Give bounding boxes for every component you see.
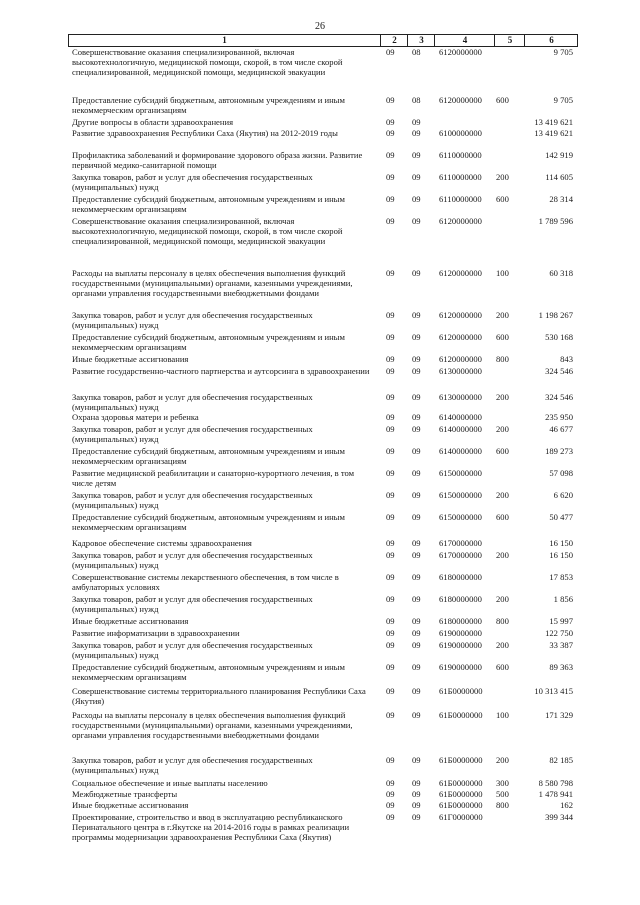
- row-description: Развитие медицинской реабилитации и санаторно-курортного лечения, в том числе детям: [72, 468, 355, 488]
- row-subsection: 09: [412, 366, 421, 376]
- row-description: Закупка товаров, работ и услуг для обеспечения государственных (муниципальных) нужд: [72, 310, 313, 330]
- row-target-code: 6150000000: [439, 512, 482, 522]
- row-amount: 8 580 798: [538, 778, 573, 788]
- row-amount: 46 677: [549, 424, 573, 434]
- row-subsection: 09: [412, 150, 421, 160]
- row-subsection: 09: [412, 538, 421, 548]
- row-amount: 1 198 267: [538, 310, 573, 320]
- row-target-code: 6130000000: [439, 392, 482, 402]
- row-amount: 13 419 621: [534, 128, 573, 138]
- row-description: Развитие здравоохранения Республики Саха (Якутия) на 2012-2019 годы: [72, 128, 338, 138]
- row-section: 09: [386, 800, 395, 810]
- row-target-code: 6120000000: [439, 95, 482, 105]
- row-section: 09: [386, 550, 395, 560]
- row-target-code: 6190000000: [439, 662, 482, 672]
- header-col-3: 3: [407, 35, 435, 46]
- row-target-code: 6120000000: [439, 47, 482, 57]
- row-target-code: 61Б0000000: [439, 710, 483, 720]
- row-description: Развитие информатизации в здравоохранении: [72, 628, 240, 638]
- page-number: 26: [315, 21, 325, 32]
- row-subsection: 09: [412, 332, 421, 342]
- row-subsection: 09: [412, 354, 421, 364]
- row-description: Закупка товаров, работ и услуг для обеспечения государственных (муниципальных) нужд: [72, 550, 313, 570]
- row-section: 09: [386, 366, 395, 376]
- row-amount: 16 150: [549, 538, 573, 548]
- row-subsection: 09: [412, 268, 421, 278]
- row-expense-type: 200: [496, 550, 509, 560]
- row-description: Другие вопросы в области здравоохранения: [72, 117, 234, 127]
- row-amount: 82 185: [549, 755, 573, 765]
- row-section: 09: [386, 446, 395, 456]
- row-amount: 171 329: [545, 710, 573, 720]
- row-target-code: 61Б0000000: [439, 686, 483, 696]
- row-subsection: 08: [412, 95, 421, 105]
- row-subsection: 09: [412, 812, 421, 822]
- row-amount: 16 150: [549, 550, 573, 560]
- row-expense-type: 200: [496, 490, 509, 500]
- row-section: 09: [386, 538, 395, 548]
- row-amount: 142 919: [545, 150, 573, 160]
- row-description: Кадровое обеспечение системы здравоохранения: [72, 538, 252, 548]
- row-section: 09: [386, 392, 395, 402]
- row-target-code: 61Б0000000: [439, 789, 483, 799]
- row-description: Предоставление субсидий бюджетным, автономным учреждениям и иным некоммерческим организациям: [72, 512, 345, 532]
- row-description: Закупка товаров, работ и услуг для обеспечения государственных (муниципальных) нужд: [72, 755, 313, 775]
- row-description: Иные бюджетные ассигнования: [72, 354, 189, 364]
- row-amount: 15 997: [549, 616, 573, 626]
- row-section: 09: [386, 640, 395, 650]
- row-amount: 28 314: [549, 194, 573, 204]
- row-subsection: 09: [412, 468, 421, 478]
- row-section: 09: [386, 128, 395, 138]
- row-amount: 122 750: [545, 628, 573, 638]
- row-expense-type: 100: [496, 268, 509, 278]
- row-target-code: 61Б0000000: [439, 778, 483, 788]
- row-expense-type: 200: [496, 424, 509, 434]
- header-col-4: 4: [434, 35, 495, 46]
- row-description: Иные бюджетные ассигнования: [72, 800, 189, 810]
- row-section: 09: [386, 424, 395, 434]
- row-amount: 1 856: [553, 594, 573, 604]
- row-subsection: 09: [412, 117, 421, 127]
- row-expense-type: 600: [496, 662, 509, 672]
- row-subsection: 09: [412, 194, 421, 204]
- row-target-code: 6110000000: [439, 150, 482, 160]
- row-section: 09: [386, 332, 395, 342]
- row-expense-type: 300: [496, 778, 509, 788]
- row-section: 09: [386, 662, 395, 672]
- row-target-code: 6170000000: [439, 550, 482, 560]
- row-section: 09: [386, 686, 395, 696]
- row-expense-type: 200: [496, 755, 509, 765]
- row-amount: 189 273: [545, 446, 573, 456]
- row-amount: 114 605: [545, 172, 573, 182]
- row-subsection: 09: [412, 512, 421, 522]
- row-target-code: 6180000000: [439, 594, 482, 604]
- row-expense-type: 600: [496, 332, 509, 342]
- row-subsection: 09: [412, 216, 421, 226]
- row-subsection: 09: [412, 550, 421, 560]
- row-expense-type: 200: [496, 640, 509, 650]
- row-description: Совершенствование оказания специализированной, включая высокотехнологичную, медицинской помощи, скорой, в том числе скорой специализированной, медицинской помощи, медицинской эвакуации: [72, 47, 343, 77]
- row-amount: 57 098: [549, 468, 573, 478]
- row-section: 09: [386, 778, 395, 788]
- row-amount: 324 546: [545, 366, 573, 376]
- row-target-code: 6190000000: [439, 628, 482, 638]
- row-amount: 530 168: [545, 332, 573, 342]
- row-description: Совершенствование оказания специализированной, включая высокотехнологичную, медицинской помощи, скорой, в том числе скорой специализированной, медицинской помощи, медицинской эвакуации: [72, 216, 343, 246]
- row-subsection: 09: [412, 778, 421, 788]
- header-col-5: 5: [494, 35, 525, 46]
- row-expense-type: 200: [496, 594, 509, 604]
- row-target-code: 6100000000: [439, 128, 482, 138]
- row-subsection: 09: [412, 710, 421, 720]
- row-description: Предоставление субсидий бюджетным, автономным учреждениям и иным некоммерческим организациям: [72, 332, 345, 352]
- row-expense-type: 800: [496, 354, 509, 364]
- row-target-code: 6120000000: [439, 332, 482, 342]
- row-subsection: 09: [412, 755, 421, 765]
- row-target-code: 6140000000: [439, 412, 482, 422]
- row-description: Охрана здоровья матери и ребенка: [72, 412, 199, 422]
- row-amount: 9 705: [553, 47, 573, 57]
- row-target-code: 6150000000: [439, 490, 482, 500]
- row-description: Закупка товаров, работ и услуг для обеспечения государственных (муниципальных) нужд: [72, 424, 313, 444]
- row-amount: 13 419 621: [534, 117, 573, 127]
- row-target-code: 6120000000: [439, 268, 482, 278]
- row-description: Социальное обеспечение и иные выплаты населению: [72, 778, 268, 788]
- row-description: Предоставление субсидий бюджетным, автономным учреждениям и иным некоммерческим организациям: [72, 662, 345, 682]
- row-subsection: 09: [412, 412, 421, 422]
- row-section: 09: [386, 412, 395, 422]
- row-description: Совершенствование системы лекарственного обеспечения, в том числе в амбулаторных условиях: [72, 572, 339, 592]
- row-expense-type: 800: [496, 616, 509, 626]
- row-subsection: 09: [412, 392, 421, 402]
- row-section: 09: [386, 172, 395, 182]
- row-target-code: 6180000000: [439, 572, 482, 582]
- row-section: 09: [386, 354, 395, 364]
- row-section: 09: [386, 628, 395, 638]
- row-target-code: 61Г0000000: [439, 812, 483, 822]
- row-amount: 33 387: [549, 640, 573, 650]
- row-target-code: 6110000000: [439, 172, 482, 182]
- row-description: Иные бюджетные ассигнования: [72, 616, 189, 626]
- row-amount: 1 789 596: [538, 216, 573, 226]
- row-description: Расходы на выплаты персоналу в целях обеспечения выполнения функций государственными (муниципальными) органами, казенными учреждениями, органами управления государственными внебюджетными фондами: [72, 710, 353, 740]
- row-target-code: 6140000000: [439, 424, 482, 434]
- row-section: 09: [386, 216, 395, 226]
- row-expense-type: 600: [496, 446, 509, 456]
- row-expense-type: 600: [496, 512, 509, 522]
- row-section: 09: [386, 490, 395, 500]
- row-subsection: 09: [412, 572, 421, 582]
- row-section: 09: [386, 47, 395, 57]
- row-target-code: 6190000000: [439, 640, 482, 650]
- row-section: 09: [386, 812, 395, 822]
- header-col-2: 2: [380, 35, 408, 46]
- row-description: Совершенствование системы территориального планирования Республики Саха (Якутия): [72, 686, 366, 706]
- row-subsection: 09: [412, 628, 421, 638]
- table-header: [68, 34, 578, 47]
- row-amount: 235 950: [545, 412, 573, 422]
- row-section: 09: [386, 572, 395, 582]
- row-target-code: 6120000000: [439, 310, 482, 320]
- row-target-code: 6110000000: [439, 194, 482, 204]
- row-subsection: 09: [412, 594, 421, 604]
- row-section: 09: [386, 755, 395, 765]
- row-description: Межбюджетные трансферты: [72, 789, 178, 799]
- row-description: Закупка товаров, работ и услуг для обеспечения государственных (муниципальных) нужд: [72, 490, 313, 510]
- row-target-code: 6120000000: [439, 216, 482, 226]
- row-expense-type: 200: [496, 310, 509, 320]
- row-description: Закупка товаров, работ и услуг для обеспечения государственных (муниципальных) нужд: [72, 640, 313, 660]
- row-section: 09: [386, 268, 395, 278]
- row-target-code: 6150000000: [439, 468, 482, 478]
- row-section: 09: [386, 710, 395, 720]
- row-expense-type: 800: [496, 800, 509, 810]
- row-target-code: 6170000000: [439, 538, 482, 548]
- row-target-code: 6140000000: [439, 446, 482, 456]
- row-subsection: 09: [412, 172, 421, 182]
- row-amount: 843: [560, 354, 573, 364]
- row-amount: 50 477: [549, 512, 573, 522]
- row-expense-type: 200: [496, 392, 509, 402]
- row-amount: 399 344: [545, 812, 573, 822]
- row-section: 09: [386, 117, 395, 127]
- row-subsection: 09: [412, 640, 421, 650]
- row-amount: 17 853: [549, 572, 573, 582]
- row-description: Проектирование, строительство и ввод в эксплуатацию республиканского Перинатального центра в г.Якутске на 2014-2016 годы в рамках реализации программы модернизации здравоохранения Республики Саха (Якутия): [72, 812, 350, 842]
- row-amount: 60 318: [549, 268, 573, 278]
- row-target-code: 6120000000: [439, 354, 482, 364]
- row-subsection: 09: [412, 490, 421, 500]
- row-expense-type: 600: [496, 95, 509, 105]
- row-section: 09: [386, 594, 395, 604]
- row-expense-type: 500: [496, 789, 509, 799]
- row-target-code: 61Б0000000: [439, 800, 483, 810]
- row-expense-type: 100: [496, 710, 509, 720]
- row-description: Закупка товаров, работ и услуг для обеспечения государственных (муниципальных) нужд: [72, 594, 313, 614]
- row-expense-type: 200: [496, 172, 509, 182]
- header-col-6: 6: [524, 35, 578, 46]
- row-description: Закупка товаров, работ и услуг для обеспечения государственных (муниципальных) нужд: [72, 392, 313, 412]
- row-amount: 9 705: [553, 95, 573, 105]
- row-subsection: 09: [412, 128, 421, 138]
- row-amount: 1 478 941: [538, 789, 573, 799]
- row-section: 09: [386, 95, 395, 105]
- row-amount: 89 363: [549, 662, 573, 672]
- row-subsection: 09: [412, 616, 421, 626]
- row-description: Расходы на выплаты персоналу в целях обеспечения выполнения функций государственными (муниципальными) органами, казенными учреждениями, органами управления государственными внебюджетными фондами: [72, 268, 353, 298]
- row-subsection: 09: [412, 686, 421, 696]
- row-amount: 10 313 415: [534, 686, 573, 696]
- row-description: Развитие государственно-частного партнерства и аутсорсинга в здравоохранении: [72, 366, 370, 376]
- row-amount: 162: [560, 800, 573, 810]
- row-target-code: 61Б0000000: [439, 755, 483, 765]
- row-subsection: 09: [412, 424, 421, 434]
- row-section: 09: [386, 310, 395, 320]
- row-target-code: 6180000000: [439, 616, 482, 626]
- row-section: 09: [386, 512, 395, 522]
- row-section: 09: [386, 468, 395, 478]
- row-amount: 6 620: [553, 490, 573, 500]
- row-subsection: 09: [412, 446, 421, 456]
- row-section: 09: [386, 150, 395, 160]
- row-subsection: 09: [412, 662, 421, 672]
- row-target-code: 6130000000: [439, 366, 482, 376]
- row-description: Предоставление субсидий бюджетным, автономным учреждениям и иным некоммерческим организациям: [72, 194, 345, 214]
- row-subsection: 08: [412, 47, 421, 57]
- row-expense-type: 600: [496, 194, 509, 204]
- row-subsection: 09: [412, 310, 421, 320]
- row-description: Закупка товаров, работ и услуг для обеспечения государственных (муниципальных) нужд: [72, 172, 313, 192]
- row-section: 09: [386, 789, 395, 799]
- row-description: Профилактика заболеваний и формирование здорового образа жизни. Развитие первичной медико-санитарной помощи: [72, 150, 363, 170]
- row-section: 09: [386, 194, 395, 204]
- row-amount: 324 546: [545, 392, 573, 402]
- row-subsection: 09: [412, 789, 421, 799]
- header-col-1: 1: [222, 35, 227, 45]
- row-subsection: 09: [412, 800, 421, 810]
- row-description: Предоставление субсидий бюджетным, автономным учреждениям и иным некоммерческим организациям: [72, 95, 345, 115]
- row-section: 09: [386, 616, 395, 626]
- row-description: Предоставление субсидий бюджетным, автономным учреждениям и иным некоммерческим организациям: [72, 446, 345, 466]
